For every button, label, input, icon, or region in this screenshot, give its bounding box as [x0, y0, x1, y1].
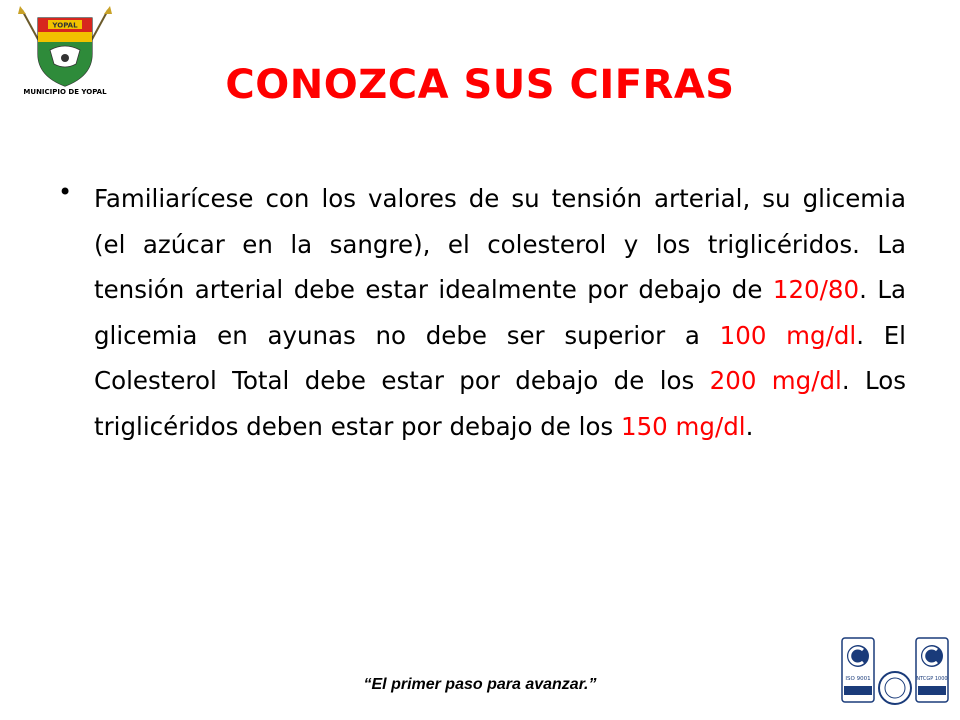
logo-label: YOPAL [52, 21, 78, 30]
logo-caption: MUNICIPIO DE YOPAL [23, 88, 107, 96]
value-glycemia: 100 mg/dl [719, 320, 857, 350]
text-segment: . El Colesterol Total debe estar por debajo de los [94, 320, 906, 395]
bullet-marker: • [58, 178, 73, 206]
cert-right-code: NTCGP 1000 [916, 676, 948, 682]
text-segment: Familiarícese con los valores de su tensión arterial, su glicemia (el azúcar en la sangre), el colesterol y los triglicéridos. La tensión arterial debe estar idealmente por debajo de [94, 184, 906, 304]
cert-left-code: ISO 9001 [845, 676, 871, 682]
page-title: CONOZCA SUS CIFRAS [225, 62, 735, 108]
text-segment: . [745, 411, 754, 441]
text-segment: . Los triglicéridos deben estar por debajo de los [94, 366, 906, 441]
text-segment: . La glicemia en ayunas no debe ser superior a [94, 275, 906, 350]
value-cholesterol: 200 mg/dl [709, 366, 842, 395]
body-paragraph [94, 176, 906, 449]
value-blood-pressure: 120/80 [772, 275, 860, 304]
certification-logos [840, 636, 950, 716]
content-block [58, 176, 906, 449]
value-triglycerides: 150 mg/dl [621, 411, 746, 441]
footer-slogan: “El primer paso para avanzar.” [363, 676, 597, 693]
